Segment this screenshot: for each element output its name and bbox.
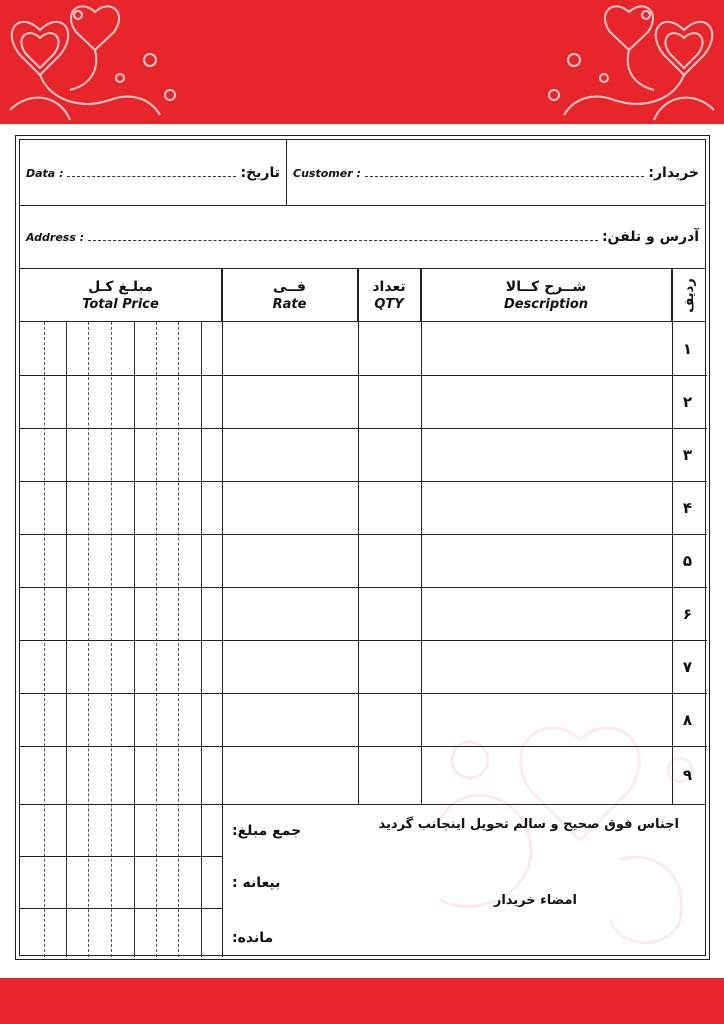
header-band — [0, 0, 724, 124]
buyer-field[interactable] — [287, 140, 705, 206]
header-rate — [222, 269, 358, 322]
summary-area — [20, 804, 705, 957]
address-en-label: Address : — [26, 230, 85, 244]
buyer-label: خریدار: — [648, 165, 699, 181]
customer-label: Customer : — [293, 166, 361, 180]
invoice-form — [19, 139, 706, 956]
footer-band — [0, 978, 724, 1024]
row-number: ۸ — [682, 710, 693, 729]
row-number: ۳ — [682, 445, 693, 464]
row-line — [20, 534, 707, 535]
qty-fa: تعداد — [372, 279, 406, 295]
divider-qty-description — [421, 269, 422, 804]
row-number: ۲ — [682, 392, 693, 411]
row-number: ۵ — [682, 551, 693, 570]
header-row-number — [672, 269, 707, 322]
address-dash-line — [88, 240, 598, 241]
row-number: ۴ — [682, 498, 693, 517]
row-number: ۶ — [682, 604, 693, 623]
header-description — [421, 269, 672, 322]
rate-en: Rate — [272, 297, 307, 312]
row-line — [20, 587, 707, 588]
qty-en: QTY — [374, 297, 404, 312]
header-total-price — [20, 269, 222, 322]
data-label: Data : — [26, 166, 64, 180]
divider-rate-qty — [358, 269, 359, 804]
header-qty — [358, 269, 421, 322]
row-line — [20, 481, 707, 482]
row-number: ۷ — [682, 657, 693, 676]
rate-fa: فــی — [273, 279, 306, 295]
total-amount-label: جمع مبلغ: — [232, 823, 302, 839]
table-header — [20, 269, 705, 322]
date-label: تاریخ: — [240, 165, 280, 181]
remaining-label: مانده: — [232, 930, 274, 946]
row-number-fa: ردیف — [682, 278, 697, 313]
description-fa: شــرح کــالا — [505, 279, 587, 295]
date-dash-line — [67, 176, 236, 177]
row-line — [20, 428, 707, 429]
row-line — [20, 640, 707, 641]
heart-ornament-left-icon — [0, 0, 190, 124]
description-en: Description — [503, 297, 589, 312]
date-field[interactable] — [20, 140, 287, 206]
deposit-label: بیعانه : — [232, 875, 281, 891]
row-line — [20, 746, 707, 747]
confirmation-text: اجناس فوق صحیح و سالم تحویل اینجانب گردید — [378, 817, 679, 832]
row-number: ۱ — [682, 339, 693, 358]
total-price-en: Total Price — [82, 297, 159, 312]
buyer-date-row — [20, 140, 705, 206]
total-price-fa: مبلـغ کـل — [88, 279, 153, 295]
buyer-signature-label: امضاء خریدار — [493, 893, 577, 908]
buyer-dash-line — [365, 176, 645, 177]
invoice-sheet — [15, 135, 710, 960]
address-field[interactable] — [20, 206, 705, 269]
address-label: آدرس و تلفن: — [601, 229, 699, 245]
row-line — [20, 375, 707, 376]
row-number: ۹ — [682, 766, 693, 784]
row-line — [20, 693, 707, 694]
heart-ornament-right-icon — [534, 0, 724, 124]
